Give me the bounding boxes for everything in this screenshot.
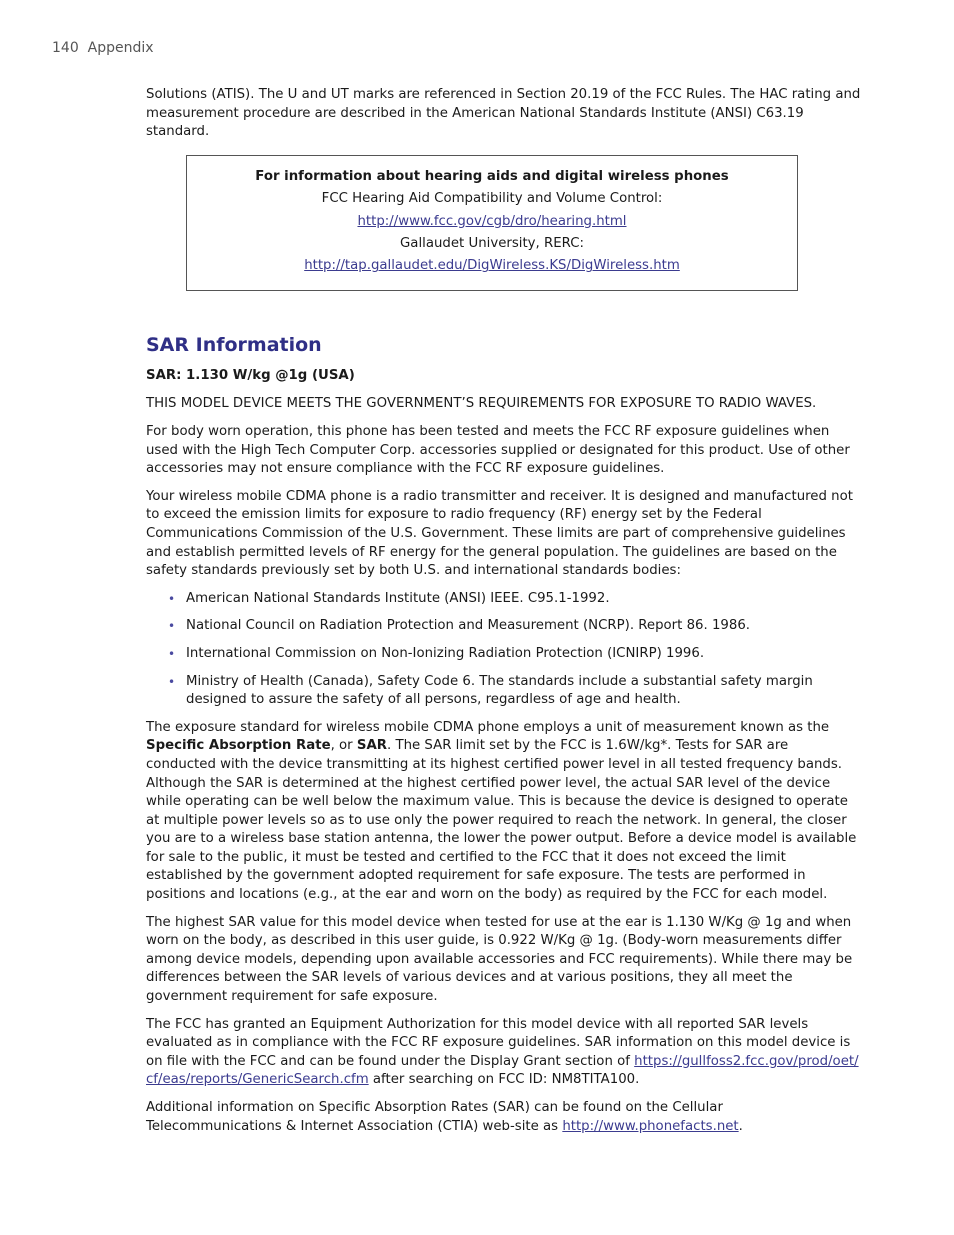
info-box-line-gallaudet: Gallaudet University, RERC: xyxy=(400,236,584,251)
list-item: • Ministry of Health (Canada), Safety Code 6. The standards include a substantial safety margin designed to assure the safety of all persons, regardless of age and health. xyxy=(168,673,813,708)
info-box-title: For information about hearing aids and digital wireless phones xyxy=(255,168,729,184)
fcc-grant-search-link[interactable]: https://gullfoss2.fcc.gov/prod/oet/cf/eas/reports/GenericSearch.cfm xyxy=(146,1053,859,1088)
bullet-icon: • xyxy=(168,619,176,634)
intro-paragraph: Solutions (ATIS). The U and UT marks are referenced in Section 20.19 of the FCC Rules. The HAC rating and measurement procedure are described in the American National Standards Institute (ANSI) C63.19 standard. xyxy=(146,87,861,140)
sar-paragraph-4: The exposure standard for wireless mobile CDMA phone employs a unit of measurement known as the Specific Absorption Rate, or SAR. The SAR limit set by the FCC is 1.6W/kg*. Tests for SAR are conducted with the device transmitting at its highest certified power level in all tested frequency bands. Although the SAR is determined at the highest certified power level, the actual SAR level of the device while operating can be well below the maximum value. This is because the device is designed to operate at multiple power levels so as to use only the power required to reach the network. In general, the closer you are to a wireless base station antenna, the lower the power output. Before a device model is available for sale to the public, it must be tested and certified to the FCC that it does not exceed the limit established by the government adopted requirement for safe exposure. The tests are performed in positions and locations (e.g., at the ear and worn on the body) as required by the FCC for each model. xyxy=(146,719,857,903)
list-item: • International Commission on Non-Ionizing Radiation Protection (ICNIRP) 1996. xyxy=(146,645,862,664)
sar-heading: SAR Information xyxy=(146,333,322,356)
sar-paragraph-2: For body worn operation, this phone has been tested and meets the FCC RF exposure guidelines when used with the High Tech Computer Corp. accessories supplied or designated for this product. Use of other accessories may not ensure compliance with the FCC RF exposure guidelines. xyxy=(146,424,850,477)
sar-paragraph-7: Additional information on Specific Absorption Rates (SAR) can be found on the Cellular Telecommunications & Internet Association (CTIA) web-site as http://www.phonefacts.net. xyxy=(146,1100,743,1134)
list-item: • National Council on Radiation Protection and Measurement (NCRP). Report 86. 1986. xyxy=(146,617,862,636)
page-content xyxy=(146,86,862,1145)
standards-list xyxy=(146,590,862,710)
list-item: • American National Standards Institute (ANSI) IEEE. C95.1-1992. xyxy=(146,590,862,609)
bullet-icon: • xyxy=(168,591,176,606)
sar-paragraph-1: THIS MODEL DEVICE MEETS THE GOVERNMENT’S REQUIREMENTS FOR EXPOSURE TO RADIO WAVES. xyxy=(146,396,817,412)
section-name: Appendix xyxy=(87,40,154,56)
sar-paragraph-3: Your wireless mobile CDMA phone is a radio transmitter and receiver. It is designed and manufactured not to exceed the emission limits for exposure to radio frequency (RF) energy set by the Federal Communications Commission of the U.S. Government. These limits are part of comprehensive guidelines and establish permitted levels of RF energy for the general population. The guidelines are based on the safety standards previously set by both U.S. and international standards bodies: xyxy=(146,488,853,579)
gallaudet-link[interactable]: http://tap.gallaudet.edu/DigWireless.KS/DigWireless.htm xyxy=(304,258,680,274)
fcc-hearing-link[interactable]: http://www.fcc.gov/cgb/dro/hearing.html xyxy=(357,213,627,229)
phonefacts-link[interactable]: http://www.phonefacts.net xyxy=(562,1118,739,1134)
bullet-icon: • xyxy=(168,674,176,689)
hearing-aid-info-box xyxy=(186,155,798,291)
info-box-line-fcc: FCC Hearing Aid Compatibility and Volume Control: xyxy=(321,191,663,207)
sar-value-line: SAR: 1.130 W/kg @1g (USA) xyxy=(146,367,355,383)
page-header xyxy=(52,40,154,56)
sar-paragraph-6: The FCC has granted an Equipment Authorization for this model device with all reported SAR levels evaluated as in compliance with the FCC RF exposure guidelines. SAR information on this model device is on file with the FCC and can be found under the Display Grant section of https://gullfoss2.fcc.gov/prod/oet/cf/eas/reports/GenericSearch.cfm after searching on FCC ID: NM8TITA100. xyxy=(146,1016,859,1088)
bullet-icon: • xyxy=(168,646,176,661)
page-number: 140 xyxy=(52,40,79,56)
sar-paragraph-5: The highest SAR value for this model device when tested for use at the ear is 1.130 W/Kg @ 1g and when worn on the body, as described in this user guide, is 0.922 W/Kg @ 1g. (Body-worn measurements differ among device models, depending upon available accessories and FCC requirements). While there may be differences between the SAR levels of various devices and at various positions, they all meet the government requirement for safe exposure. xyxy=(146,914,853,1005)
